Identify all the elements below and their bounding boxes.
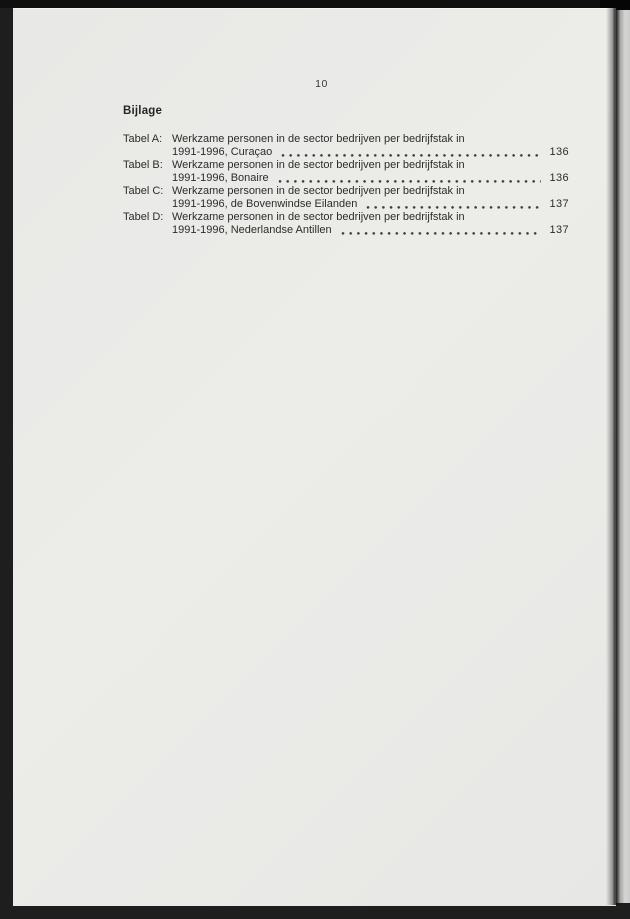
toc-entry-pagenum: 136 [549, 146, 569, 158]
dot-leader [366, 198, 541, 211]
toc-entry-subtitle: 1991-1996, Bonaire [172, 172, 269, 184]
toc-entry-subtitle: 1991-1996, de Bovenwindse Eilanden [172, 198, 358, 210]
dot-leader [341, 224, 541, 237]
toc-entry-label: Tabel A: [123, 133, 163, 145]
toc-entry-title: Werkzame personen in de sector bedrijven per bedrijfstak in [172, 133, 465, 145]
toc-entry-subtitle: 1991-1996, Curaçao [172, 146, 273, 158]
toc-entry-label: Tabel D: [123, 211, 164, 223]
page-content [123, 105, 569, 237]
section-heading: Bijlage [123, 105, 163, 117]
dot-leader [278, 172, 541, 185]
toc-entry-pagenum: 137 [549, 198, 569, 210]
dot-leader [281, 146, 541, 159]
page-number: 10 [315, 78, 328, 90]
next-page-edge [616, 10, 630, 903]
toc-entry-pagenum: 136 [549, 172, 569, 184]
toc-entry [123, 159, 569, 185]
toc-entry [123, 133, 569, 159]
scanner-background-top-band [0, 0, 630, 8]
toc-entry-subtitle: 1991-1996, Nederlandse Antillen [172, 224, 332, 236]
toc-entry-label: Tabel C: [123, 185, 164, 197]
toc-entry-pagenum: 137 [549, 224, 569, 236]
toc-entry-title: Werkzame personen in de sector bedrijven per bedrijfstak in [172, 159, 465, 171]
toc-entry [123, 185, 569, 211]
scanned-page [13, 8, 616, 906]
toc-entry-label: Tabel B: [123, 159, 163, 171]
toc-entry [123, 211, 569, 237]
toc-entry-title: Werkzame personen in de sector bedrijven per bedrijfstak in [172, 211, 465, 223]
toc-entry-title: Werkzame personen in de sector bedrijven per bedrijfstak in [172, 185, 465, 197]
table-of-contents [123, 133, 569, 237]
